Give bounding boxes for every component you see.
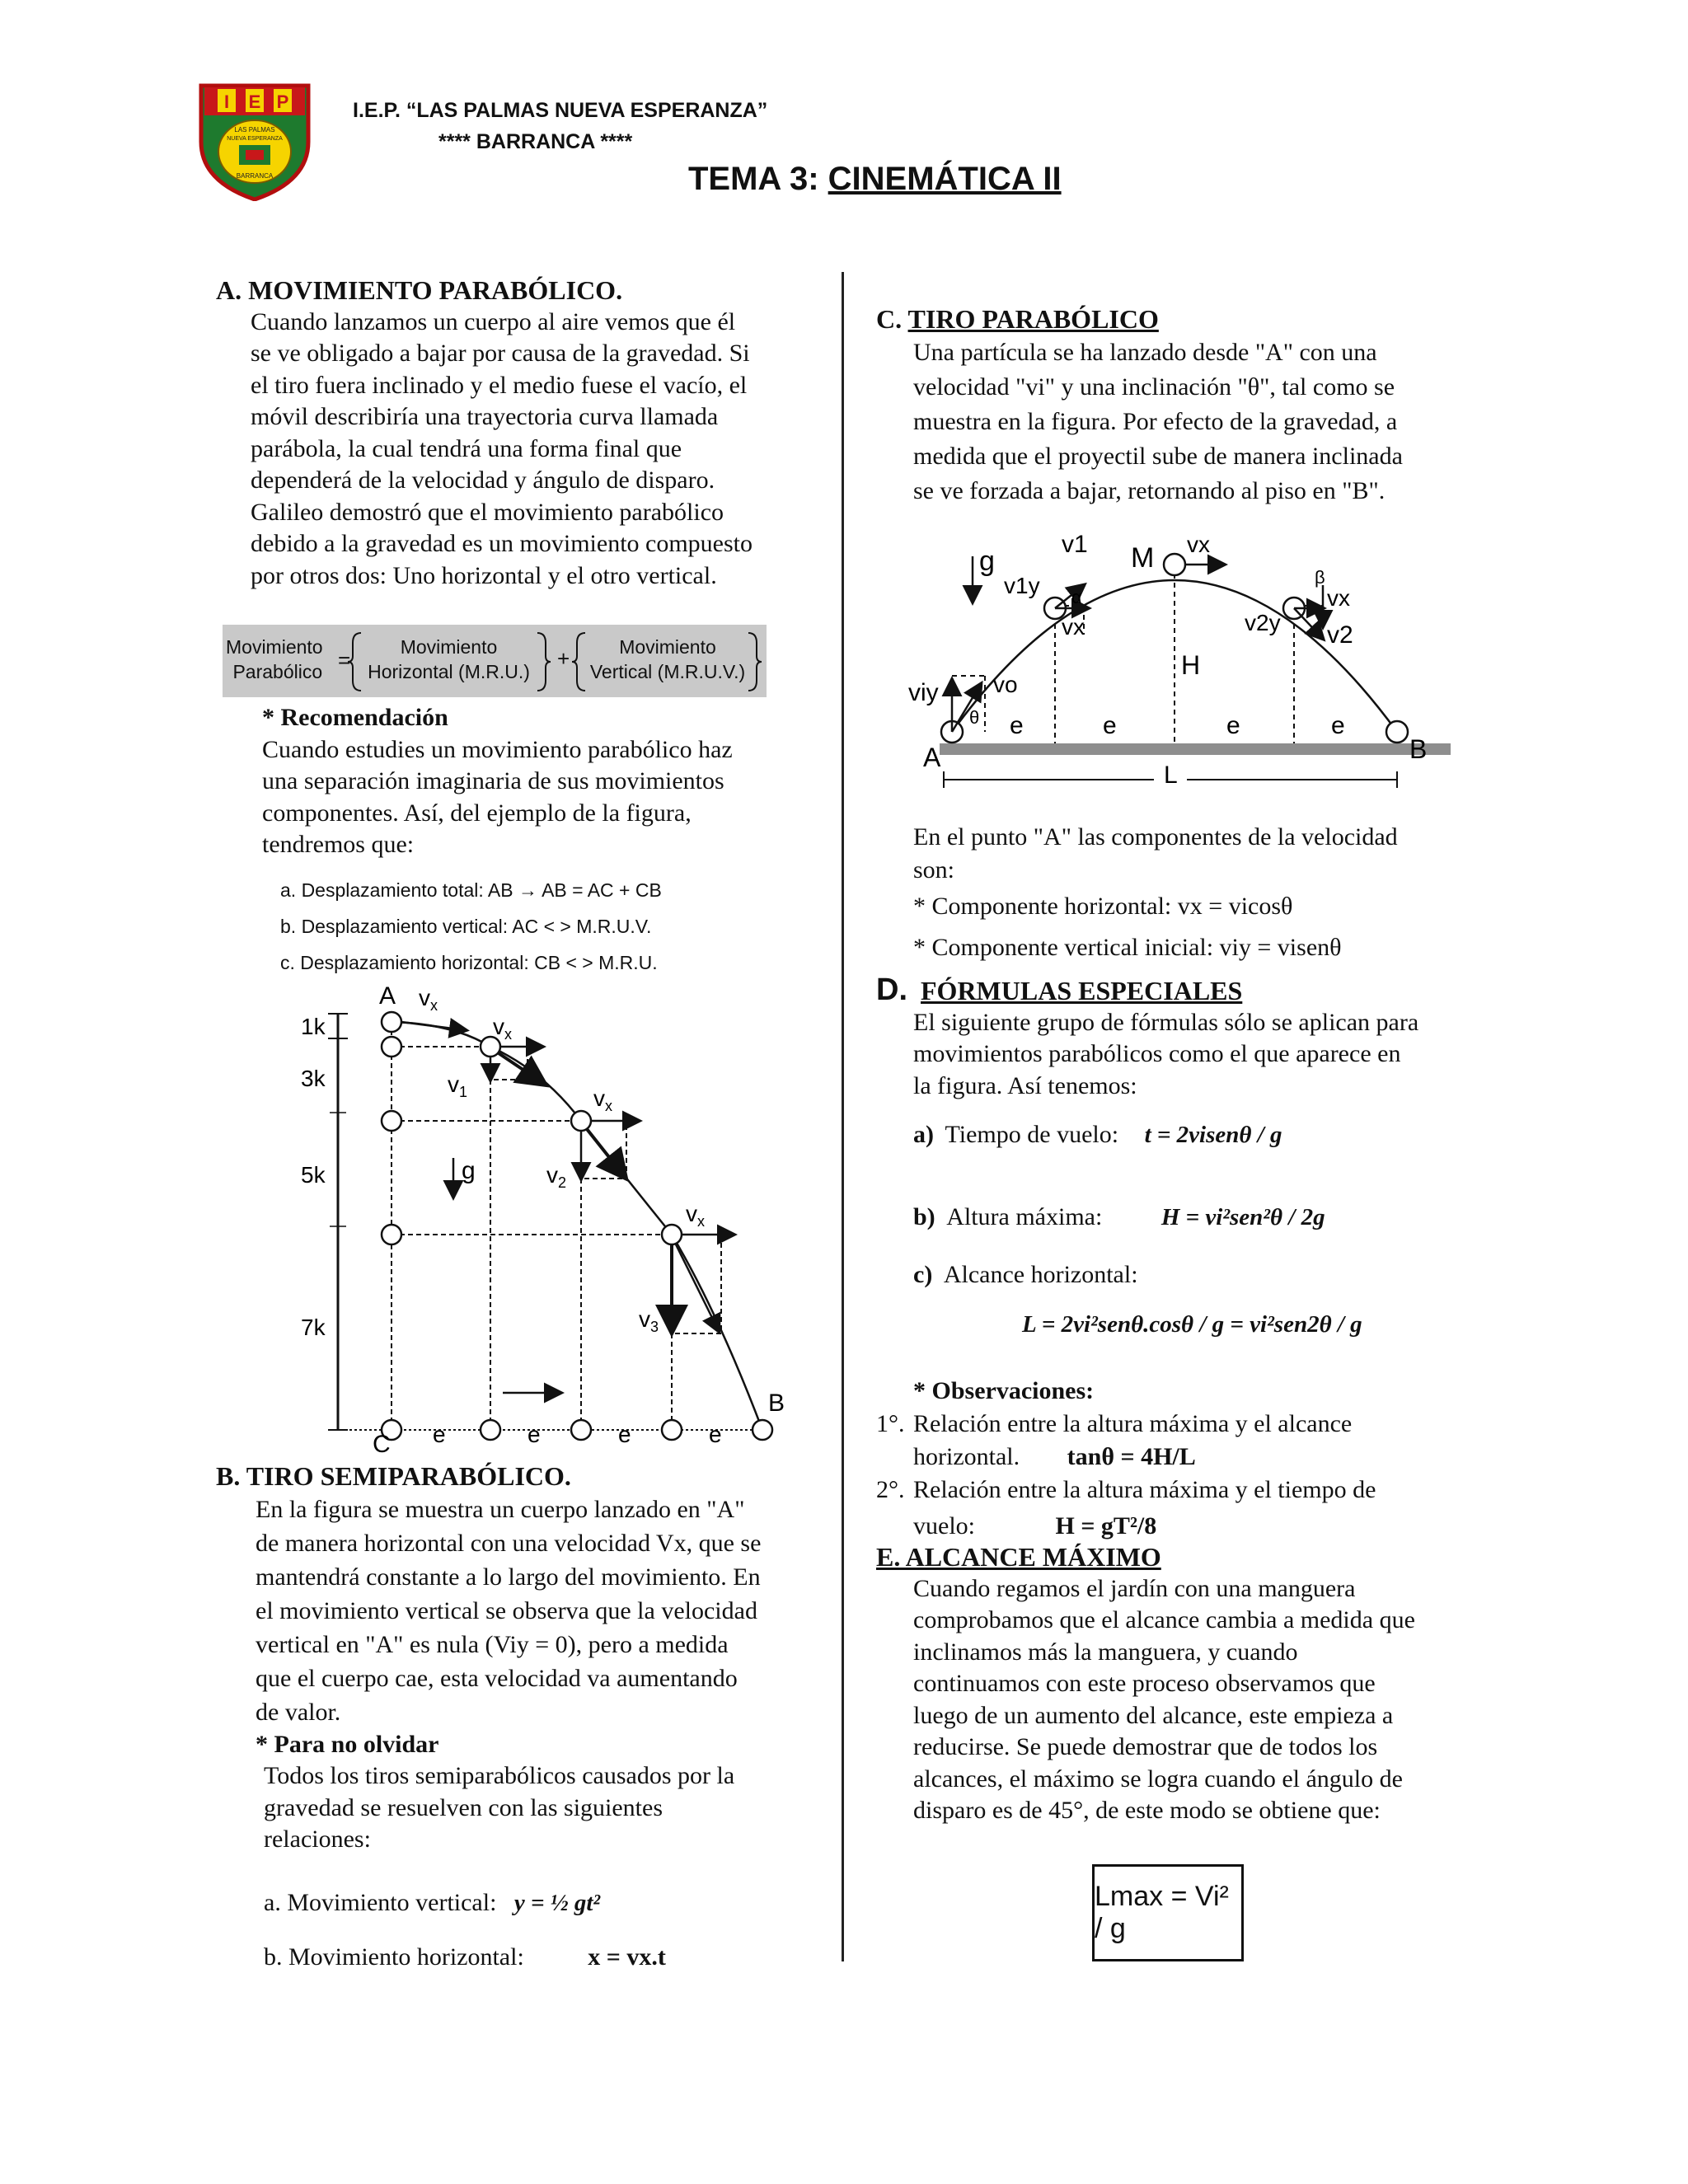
section-a xyxy=(216,274,818,592)
observations-title: * Observaciones: xyxy=(913,1377,1095,1404)
displacement-total: a. Desplazamiento total: AB → AB = AC + CB xyxy=(280,879,662,901)
left-brace-icon xyxy=(348,631,364,692)
recommendation xyxy=(262,702,819,861)
label-m: M xyxy=(1131,542,1155,574)
observation-1-cont: horizontal. tanθ = 4H/L xyxy=(913,1443,1196,1470)
text-line: de valor. xyxy=(256,1698,341,1726)
label-beta: β xyxy=(1315,567,1325,588)
section-b xyxy=(216,1460,818,1856)
label-e: e xyxy=(1226,712,1240,739)
observation-1: 1°. Relación entre la altura máxima y el alcance xyxy=(876,1410,1353,1437)
text-line: vertical en "A" es nula (Viy = 0), pero a medida xyxy=(256,1630,729,1658)
section-a-heading: A. MOVIMIENTO PARABÓLICO. xyxy=(216,275,623,305)
label-e: e xyxy=(528,1422,541,1447)
displacement-vertical: b. Desplazamiento vertical: AC < > M.R.U.V. xyxy=(280,916,652,937)
text-line: medida que el proyectil sube de manera inclinada xyxy=(913,442,1403,470)
relation-a: a. Movimiento vertical: y = ½ gt² xyxy=(264,1889,601,1916)
text-line: componentes. Así, del ejemplo de la figura, xyxy=(262,799,692,827)
scale-7k: 7k xyxy=(301,1315,326,1340)
recommendation-title: * Recomendación xyxy=(262,704,448,731)
box-horizontal: Movimiento Horizontal (M.R.U.) xyxy=(368,636,530,682)
scale-1k: 1k xyxy=(301,1014,326,1039)
scale-5k: 5k xyxy=(301,1162,326,1188)
text-line: parábola, la cual tendrá una forma final que xyxy=(251,434,682,462)
label-g: g xyxy=(979,546,995,577)
formula-range: L = 2vi²senθ.cosθ / g = vi²sen2θ / g xyxy=(1022,1311,1362,1338)
text-line: reducirse. Se puede demostrar que de todos los xyxy=(913,1733,1378,1760)
school-name: I.E.P. “LAS PALMAS NUEVA ESPERANZA” xyxy=(353,99,768,122)
page-title xyxy=(688,161,1062,198)
components-intro xyxy=(913,821,1478,887)
box-equals: = xyxy=(338,648,351,673)
label-v1: $v_1$ xyxy=(448,1071,468,1100)
text-line: velocidad "vi" y una inclinación "θ", tal como se xyxy=(913,373,1395,401)
label-e: e xyxy=(709,1422,722,1447)
text-line: relaciones: xyxy=(264,1825,371,1853)
text-line: el movimiento vertical se observa que la velocidad xyxy=(256,1596,757,1624)
text-line: continuamos con este proceso observamos que xyxy=(913,1670,1376,1697)
formula-y: y = ½ gt² xyxy=(513,1890,601,1916)
title-main: CINEMÁTICA II xyxy=(828,161,1062,197)
text-line: una separación imaginaria de sus movimientos xyxy=(262,767,724,794)
text-line: de manera horizontal con una velocidad Vx, que se xyxy=(256,1529,762,1557)
text-line: inclinamos más la manguera, y cuando xyxy=(913,1638,1298,1666)
label-e: e xyxy=(618,1422,631,1447)
text-line: el tiro fuera inclinado y el medio fuese el vacío, el xyxy=(251,371,748,399)
figure-semiparabolic xyxy=(297,981,808,1459)
left-brace-icon xyxy=(572,631,588,692)
box-left: Movimiento Parabólico xyxy=(226,636,323,682)
label-vx: $v_x$ xyxy=(493,1014,512,1043)
text-line: por otros dos: Uno horizontal y el otro vertical. xyxy=(251,561,717,589)
logo-text-mid: NUEVA ESPERANZA xyxy=(227,136,283,142)
section-d-body xyxy=(913,1007,1478,1103)
label-v2y: v2y xyxy=(1245,610,1281,635)
box-vertical: Movimiento Vertical (M.R.U.V.) xyxy=(589,636,746,682)
text-line: la figura. Así tenemos: xyxy=(913,1071,1137,1099)
logo-text-bottom: BARRANCA xyxy=(236,172,274,180)
text-line: son: xyxy=(913,856,955,883)
label-l: L xyxy=(1164,762,1178,789)
section-c-components xyxy=(913,821,1478,964)
text-line: móvil describiría una trayectoria curva llamada xyxy=(251,403,719,430)
label-viy: viy xyxy=(908,679,939,706)
formula-x: x = vx.t xyxy=(588,1943,666,1971)
text-line: Todos los tiros semiparabólicos causados por la xyxy=(264,1762,735,1789)
label-theta: θ xyxy=(969,707,980,728)
text-line: disparo es de 45°, de este modo se obtiene que: xyxy=(913,1797,1381,1824)
recommendation-body xyxy=(262,734,819,861)
formula-height: H = vi²sen²θ / 2g xyxy=(1160,1204,1325,1230)
label-b: B xyxy=(1409,734,1428,764)
text-line: Galileo demostró que el movimiento parabólico xyxy=(251,498,724,526)
title-prefix: TEMA 3: xyxy=(688,161,828,197)
label-vx-right: vx xyxy=(1327,585,1350,611)
text-line: gravedad se resuelven con las siguientes xyxy=(264,1793,663,1821)
text-line: Cuando lanzamos un cuerpo al aire vemos que él xyxy=(251,307,736,335)
school-logo xyxy=(196,76,313,201)
logo-letter-p: P xyxy=(276,91,289,112)
section-e xyxy=(876,1541,1478,1827)
label-vx: vx xyxy=(1062,614,1085,640)
label-v3: $v_3$ xyxy=(639,1306,659,1335)
right-brace-icon xyxy=(536,631,552,692)
observation-2: 2°. Relación entre la altura máxima y el tiempo de xyxy=(876,1476,1376,1503)
label-v2: v2 xyxy=(1327,621,1353,649)
label-e: e xyxy=(1103,712,1117,739)
text-line: Cuando estudies un movimiento parabólico haz xyxy=(262,735,733,763)
section-d-heading: D. FÓRMULAS ESPECIALES xyxy=(876,972,1243,1007)
text-line: luego de un aumento del alcance, este empieza a xyxy=(913,1701,1394,1729)
text-line: alcances, el máximo se logra cuando el ángulo de xyxy=(913,1765,1403,1793)
formula-c: c) Alcance horizontal: xyxy=(913,1261,1138,1288)
section-c-body xyxy=(913,335,1478,509)
section-a-body xyxy=(251,307,818,593)
formula-b: b) Altura máxima: H = vi²sen²θ / 2g xyxy=(913,1203,1325,1230)
decomposition-box xyxy=(223,625,767,697)
label-c: C xyxy=(373,1431,391,1458)
label-vx-top: vx xyxy=(1187,532,1210,557)
text-line: muestra en la figura. Por efecto de la gravedad, a xyxy=(913,407,1398,435)
text-line: En el punto "A" las componentes de la velocidad xyxy=(913,823,1398,851)
label-vx: $v_x$ xyxy=(686,1201,705,1230)
logo-letter-i: I xyxy=(223,91,230,112)
text-line: dependerá de la velocidad y ángulo de disparo. xyxy=(251,466,715,494)
section-b-heading: B. TIRO SEMIPARABÓLICO. xyxy=(216,1461,571,1491)
section-e-heading: E. ALCANCE MÁXIMO xyxy=(876,1542,1161,1572)
column-divider xyxy=(842,272,844,1961)
text-line: mantendrá constante a lo largo del movimiento. En xyxy=(256,1563,761,1591)
section-c xyxy=(876,303,1478,509)
text-line: se ve obligado a bajar por causa de la gravedad. Si xyxy=(251,340,750,367)
max-range-formula: Lmax = Vi² / g xyxy=(1095,1881,1229,1944)
text-line: movimientos parabólicos como el que aparece en xyxy=(913,1040,1401,1067)
logo-text-top: LAS PALMAS xyxy=(234,126,275,134)
section-e-body xyxy=(913,1573,1478,1827)
label-v1y: v1y xyxy=(1004,573,1040,598)
displacement-horizontal: c. Desplazamiento horizontal: CB < > M.R.U. xyxy=(280,952,658,973)
label-e: e xyxy=(1331,712,1345,739)
position-markers xyxy=(382,1012,772,1440)
relation-b: b. Movimiento horizontal: x = vx.t xyxy=(264,1943,666,1971)
section-c-heading: C. TIRO PARABÓLICO xyxy=(876,304,1159,334)
observations xyxy=(876,1375,1478,1543)
formula-time: t = 2visenθ / g xyxy=(1144,1122,1282,1148)
label-b: B xyxy=(768,1390,785,1417)
label-v2: $v_2$ xyxy=(546,1162,567,1191)
label-a: A xyxy=(379,982,396,1010)
text-line: Una partícula se ha lanzado desde "A" con una xyxy=(913,338,1377,366)
text-line: tendremos que: xyxy=(262,831,415,858)
component-horizontal: * Componente horizontal: vx = vicosθ xyxy=(913,893,1293,920)
component-vertical: * Componente vertical inicial: viy = visenθ xyxy=(913,934,1342,961)
label-vo: vo xyxy=(993,672,1018,697)
school-city: **** BARRANCA **** xyxy=(438,130,633,153)
label-v1: v1 xyxy=(1062,531,1088,558)
text-line: Cuando regamos el jardín con una manguera xyxy=(913,1574,1356,1602)
observation-2-cont: vuelo: H = gT²/8 xyxy=(913,1512,1157,1540)
formula-a: a) Tiempo de vuelo: t = 2visenθ / g xyxy=(913,1121,1282,1148)
text-line: debido a la gravedad es un movimiento compuesto xyxy=(251,530,753,557)
box-plus: + xyxy=(557,646,570,671)
label-alpha: α xyxy=(1071,587,1082,607)
label-vx: $v_x$ xyxy=(593,1085,612,1114)
label-vx: $v_x$ xyxy=(419,985,438,1014)
section-b-body xyxy=(256,1493,818,1729)
label-e: e xyxy=(433,1422,446,1447)
shield-logo-icon xyxy=(196,76,313,201)
text-line: que el cuerpo cae, esta velocidad va aumentando xyxy=(256,1664,738,1692)
text-line: El siguiente grupo de fórmulas sólo se aplican para xyxy=(913,1008,1419,1036)
section-d xyxy=(876,974,1478,1102)
logo-letter-e: E xyxy=(248,91,261,112)
figure-parabolic xyxy=(907,527,1484,799)
label-e: e xyxy=(1010,712,1024,739)
max-range-formula-box xyxy=(1092,1864,1244,1961)
text-line: comprobamos que el alcance cambia a medida que xyxy=(913,1606,1415,1633)
label-g: g xyxy=(462,1157,476,1184)
displacement-list xyxy=(280,872,662,981)
text-line: En la figura se muestra un cuerpo lanzado en "A" xyxy=(256,1495,745,1523)
note-body xyxy=(264,1760,818,1856)
note-title: * Para no olvidar xyxy=(256,1730,439,1758)
text-line: se ve forzada a bajar, retornando al piso en "B". xyxy=(913,476,1386,504)
ground xyxy=(940,743,1451,755)
scale-3k: 3k xyxy=(301,1066,326,1091)
label-h: H xyxy=(1181,650,1201,680)
right-brace-icon xyxy=(747,631,763,692)
label-a: A xyxy=(923,743,941,772)
